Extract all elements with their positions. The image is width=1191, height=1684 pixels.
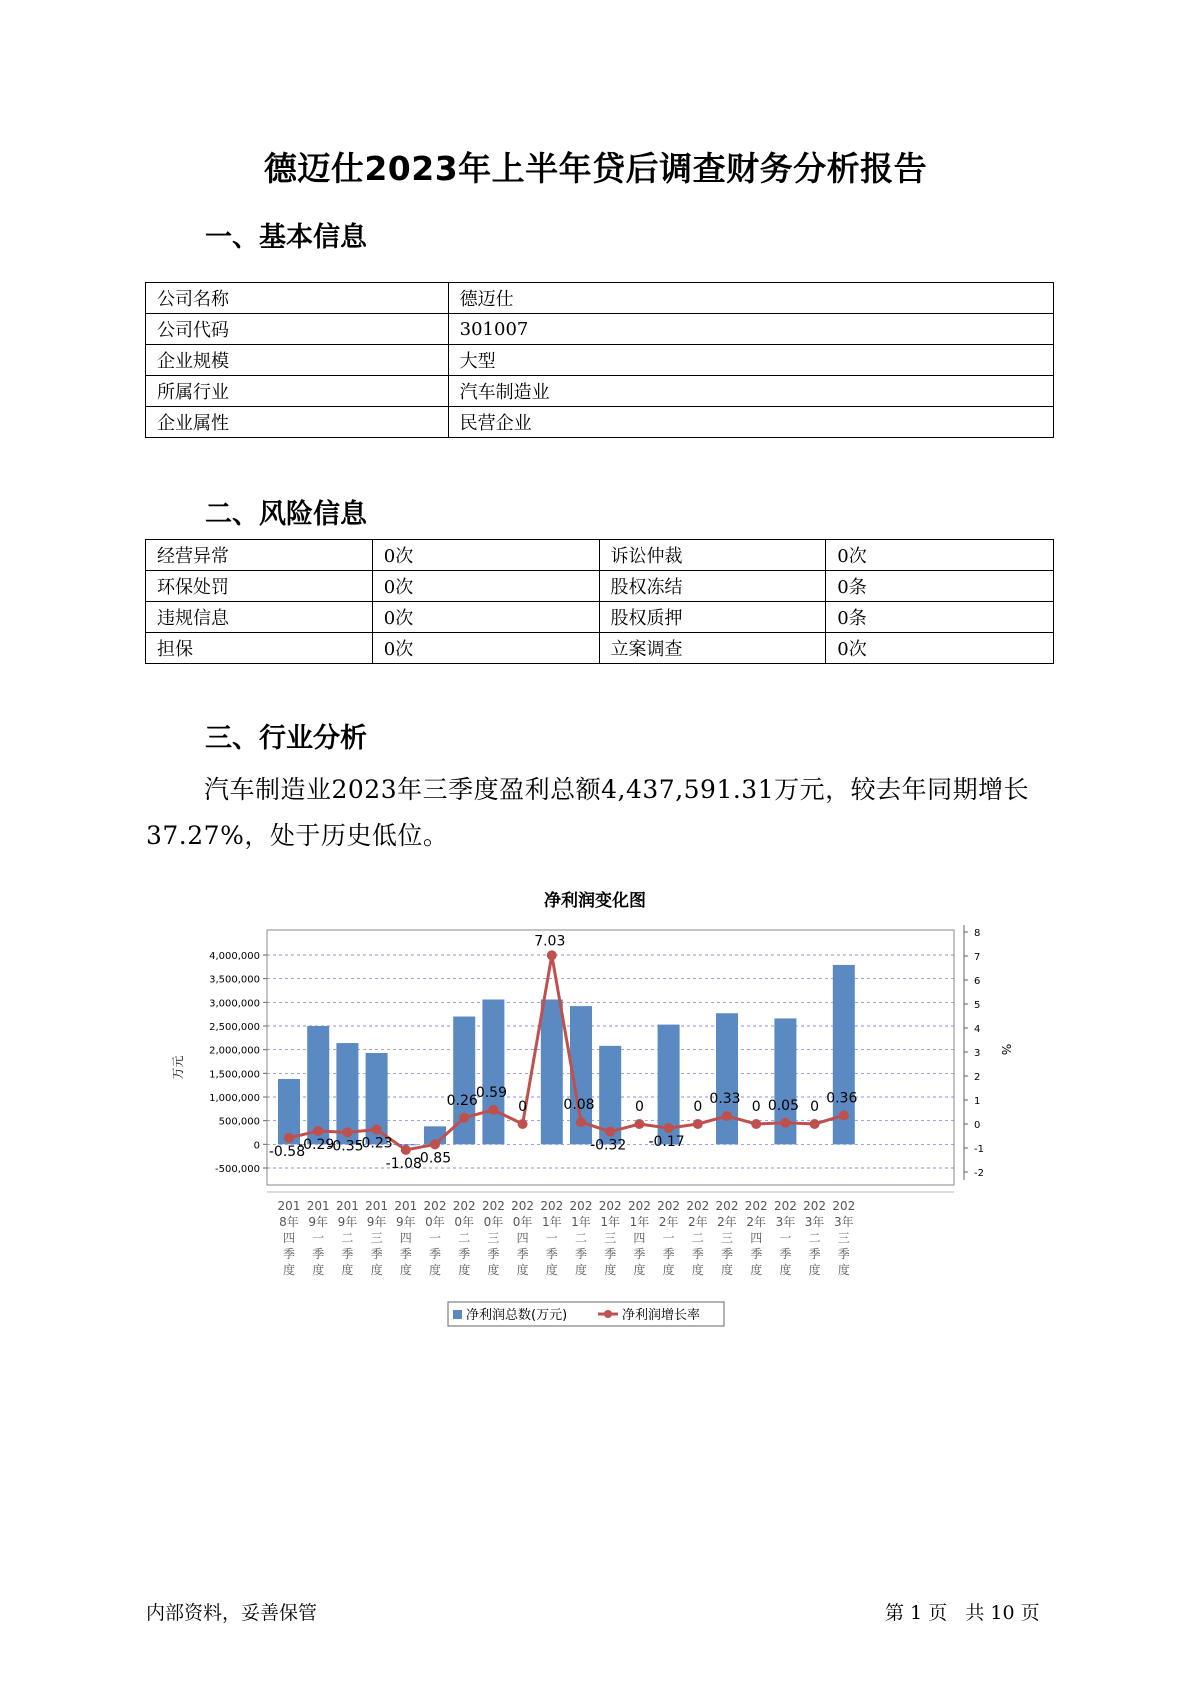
x-tick-label: 季 [720, 1247, 734, 1261]
basic-info-row [146, 376, 1054, 407]
x-tick-label: 3年 [833, 1215, 854, 1229]
x-tick-label: 度 [370, 1263, 383, 1277]
x-tick-label: 二 [458, 1231, 471, 1245]
growth-rate-label: -0.35 [327, 1138, 364, 1155]
x-tick-label: 二 [808, 1231, 821, 1245]
x-tick-label: 度 [516, 1263, 529, 1277]
x-tick-label: 三 [604, 1231, 617, 1245]
growth-rate-label: 0 [751, 1099, 761, 1115]
risk-info-value: 0次 [826, 633, 1054, 664]
y-tick-label: 2,000,000 [209, 1045, 260, 1057]
growth-rate-label: 0.26 [446, 1092, 478, 1109]
growth-rate-point [810, 1119, 820, 1129]
basic-info-value: 汽车制造业 [448, 376, 1053, 407]
x-tick-label: 季 [370, 1247, 383, 1261]
y-axis-label: 万元 [171, 1055, 185, 1080]
x-tick-label: 季 [808, 1247, 821, 1261]
x-tick-label: 2年 [746, 1215, 767, 1229]
y2-tick-label: -2 [974, 1168, 984, 1179]
y-tick-label: 4,000,000 [209, 951, 260, 962]
footer-confidential-note: 内部资料，妥善保管 [146, 1602, 318, 1624]
risk-info-table [145, 539, 1054, 664]
x-tick-label: 1年 [541, 1215, 562, 1229]
x-tick-label: 二 [574, 1231, 588, 1245]
growth-rate-point [430, 1139, 440, 1149]
basic-info-row [146, 407, 1054, 438]
x-tick-label: 度 [808, 1263, 821, 1277]
legend-label-bars: 净利润总数(万元) [466, 1308, 568, 1323]
growth-rate-label: 0 [518, 1099, 528, 1115]
x-tick-label: 202 [773, 1199, 797, 1213]
risk-info-row [146, 602, 1054, 633]
bar [541, 999, 563, 1144]
x-tick-label: 201 [335, 1199, 359, 1213]
risk-info-value: 0次 [372, 571, 599, 602]
basic-info-label: 企业属性 [146, 407, 449, 438]
x-tick-label: 0年 [512, 1215, 533, 1229]
section-heading-industry-analysis: 三、行业分析 [205, 723, 367, 754]
x-tick-label: 度 [458, 1263, 471, 1277]
y2-tick-label: 2 [974, 1072, 981, 1083]
section-heading-risk-info: 二、风险信息 [205, 499, 367, 530]
x-tick-label: 度 [341, 1263, 354, 1277]
page-prefix: 第 [885, 1602, 905, 1624]
y-tick-label: 3,500,000 [209, 974, 260, 986]
x-tick-label: 0年 [483, 1215, 504, 1229]
x-tick-label: 202 [686, 1199, 710, 1213]
y-tick-label: 3,000,000 [209, 998, 260, 1010]
x-tick-label: 三 [487, 1231, 500, 1245]
x-tick-label: 度 [662, 1263, 675, 1277]
risk-info-label: 违规信息 [146, 602, 373, 633]
x-tick-label: 0年 [454, 1215, 475, 1229]
risk-info-row [146, 633, 1054, 664]
x-tick-label: 度 [604, 1263, 617, 1277]
growth-rate-point [401, 1145, 411, 1155]
y2-tick-label: 3 [974, 1048, 981, 1059]
y-tick-label: -500,000 [215, 1164, 260, 1175]
x-tick-label: 202 [511, 1199, 535, 1213]
x-tick-label: 季 [282, 1247, 296, 1261]
y-tick-label: 500,000 [218, 1116, 260, 1128]
x-tick-label: 一 [779, 1231, 792, 1245]
y2-tick-label: 8 [974, 928, 981, 939]
x-tick-label: 9年 [366, 1215, 387, 1229]
legend-swatch-bars [453, 1310, 462, 1319]
x-tick-label: 季 [458, 1247, 471, 1261]
industry-analysis-paragraph: 汽车制造业2023年三季度盈利总额4,437,591.31万元，较去年同期增长37.27%，处于历史低位。 [146, 775, 1030, 850]
x-tick-label: 度 [312, 1263, 325, 1277]
risk-info-label: 立案调查 [599, 633, 826, 664]
growth-rate-point [664, 1123, 674, 1133]
x-tick-label: 季 [516, 1247, 529, 1261]
x-tick-label: 2年 [687, 1215, 708, 1229]
growth-rate-point [722, 1111, 732, 1121]
x-tick-label: 季 [487, 1247, 500, 1261]
x-tick-label: 度 [282, 1263, 296, 1277]
risk-info-value: 0次 [372, 602, 599, 633]
total-prefix: 共 [965, 1602, 985, 1624]
x-tick-label: 三 [720, 1231, 734, 1245]
x-tick-label: 二 [691, 1231, 704, 1245]
report-title: 德迈仕2023年上半年贷后调查财务分析报告 [263, 149, 928, 188]
x-tick-label: 季 [662, 1247, 675, 1261]
risk-info-value: 0次 [826, 540, 1054, 571]
growth-rate-point [605, 1127, 615, 1137]
basic-info-value: 民营企业 [448, 407, 1053, 438]
x-tick-label: 202 [715, 1199, 739, 1213]
growth-rate-point [372, 1125, 382, 1135]
growth-rate-point [488, 1105, 498, 1115]
x-tick-label: 四 [750, 1231, 763, 1245]
growth-rate-label: -0.32 [590, 1137, 627, 1154]
growth-rate-label: 7.03 [534, 933, 566, 950]
x-tick-label: 四 [516, 1231, 529, 1245]
x-tick-label: 8年 [279, 1215, 299, 1229]
bar [482, 999, 504, 1144]
total-pages: 10 [990, 1602, 1015, 1624]
growth-rate-label: 0.08 [563, 1097, 595, 1114]
basic-info-table [145, 282, 1054, 438]
risk-info-label: 股权冻结 [599, 571, 826, 602]
x-tick-label: 度 [691, 1263, 704, 1277]
growth-rate-point [780, 1118, 790, 1128]
x-tick-label: 202 [657, 1199, 681, 1213]
growth-rate-label: -0.23 [356, 1135, 393, 1152]
y-tick-label: 1,000,000 [209, 1093, 260, 1104]
x-tick-label: 季 [633, 1247, 646, 1261]
x-tick-label: 季 [604, 1247, 617, 1261]
risk-info-row [146, 540, 1054, 571]
x-tick-label: 202 [598, 1199, 622, 1213]
x-tick-label: 202 [423, 1199, 447, 1213]
x-tick-label: 季 [312, 1247, 325, 1261]
x-tick-label: 季 [779, 1247, 792, 1261]
x-tick-label: 度 [750, 1263, 763, 1277]
x-tick-label: 202 [452, 1199, 476, 1213]
x-tick-label: 1年 [571, 1215, 591, 1229]
growth-rate-label: 0.36 [826, 1090, 858, 1107]
x-tick-label: 一 [545, 1231, 558, 1245]
growth-rate-point [459, 1113, 469, 1123]
y2-axis-label: % [999, 1043, 1013, 1056]
x-tick-label: 度 [779, 1263, 792, 1277]
growth-rate-point [284, 1133, 294, 1143]
x-tick-label: 202 [832, 1199, 856, 1213]
x-tick-label: 201 [306, 1199, 330, 1213]
x-tick-label: 四 [282, 1231, 296, 1245]
y2-tick-label: 4 [974, 1024, 981, 1035]
growth-rate-point [342, 1127, 352, 1137]
x-tick-label: 季 [428, 1247, 442, 1261]
x-tick-label: 二 [341, 1231, 354, 1245]
risk-info-row [146, 571, 1054, 602]
growth-rate-point [634, 1119, 644, 1129]
net-profit-chart [170, 880, 1020, 1340]
x-tick-label: 202 [540, 1199, 564, 1213]
y2-tick-label: 1 [974, 1096, 981, 1107]
page-number: 1 [910, 1602, 923, 1624]
x-tick-label: 度 [545, 1263, 558, 1277]
x-tick-label: 202 [803, 1199, 827, 1213]
basic-info-label: 企业规模 [146, 345, 449, 376]
risk-info-value: 0次 [372, 633, 599, 664]
x-tick-label: 1年 [600, 1215, 621, 1229]
y-tick-label: 0 [253, 1140, 260, 1152]
y2-tick-label: 6 [974, 976, 981, 987]
risk-info-label: 股权质押 [599, 602, 826, 633]
growth-rate-point [313, 1126, 323, 1136]
x-tick-label: 三 [370, 1231, 383, 1245]
bar [716, 1013, 738, 1144]
x-tick-label: 201 [365, 1199, 389, 1213]
x-tick-label: 季 [574, 1247, 588, 1261]
growth-rate-label: 0 [634, 1099, 644, 1115]
growth-rate-label: 0 [810, 1099, 820, 1115]
x-tick-label: 202 [744, 1199, 768, 1213]
growth-rate-label: 0.33 [709, 1091, 741, 1108]
growth-rate-label: 0.05 [767, 1097, 799, 1114]
x-tick-label: 季 [837, 1247, 850, 1261]
x-tick-label: 度 [574, 1263, 588, 1277]
x-tick-label: 9年 [395, 1215, 416, 1229]
x-tick-label: 0年 [425, 1215, 445, 1229]
x-tick-label: 季 [341, 1247, 354, 1261]
risk-info-value: 0条 [826, 571, 1054, 602]
x-tick-label: 季 [545, 1247, 558, 1261]
y2-tick-label: 5 [974, 1000, 981, 1011]
basic-info-row [146, 283, 1054, 314]
y-tick-label: 1,500,000 [209, 1069, 260, 1081]
x-tick-label: 季 [750, 1247, 763, 1261]
y2-tick-label: 7 [974, 952, 981, 963]
x-tick-label: 3年 [804, 1215, 825, 1229]
x-tick-label: 202 [481, 1199, 505, 1213]
risk-info-value: 0条 [826, 602, 1054, 633]
x-tick-label: 度 [837, 1263, 850, 1277]
x-tick-label: 一 [662, 1231, 675, 1245]
x-tick-label: 1年 [629, 1215, 650, 1229]
risk-info-label: 担保 [146, 633, 373, 664]
page-suffix: 页 [928, 1602, 948, 1624]
x-tick-label: 度 [487, 1263, 500, 1277]
basic-info-value: 德迈仕 [448, 283, 1053, 314]
growth-rate-label: 0.59 [475, 1084, 507, 1101]
legend-label-line: 净利润增长率 [622, 1308, 701, 1323]
x-tick-label: 四 [399, 1231, 412, 1245]
x-tick-label: 一 [428, 1231, 442, 1245]
x-tick-label: 2年 [658, 1215, 679, 1229]
x-tick-label: 9年 [308, 1215, 329, 1229]
risk-info-label: 经营异常 [146, 540, 373, 571]
basic-info-label: 所属行业 [146, 376, 449, 407]
basic-info-label: 公司名称 [146, 283, 449, 314]
x-tick-label: 度 [633, 1263, 646, 1277]
legend-swatch-marker [604, 1310, 612, 1318]
section-heading-basic-info: 一、基本信息 [205, 222, 367, 253]
chart-title: 净利润变化图 [544, 891, 646, 911]
x-tick-label: 2年 [717, 1215, 737, 1229]
x-tick-label: 202 [569, 1199, 593, 1213]
x-tick-label: 度 [399, 1263, 412, 1277]
growth-rate-point [518, 1119, 528, 1129]
y2-tick-label: 0 [974, 1120, 981, 1131]
x-tick-label: 度 [428, 1263, 442, 1277]
basic-info-value: 301007 [448, 314, 1053, 345]
basic-info-row [146, 314, 1054, 345]
growth-rate-label: -0.58 [268, 1143, 306, 1160]
growth-rate-label: 0 [693, 1099, 703, 1115]
growth-rate-label: -0.29 [298, 1136, 335, 1153]
x-tick-label: 季 [691, 1247, 704, 1261]
growth-rate-label: -0.85 [414, 1150, 452, 1167]
growth-rate-label: -1.08 [385, 1155, 422, 1172]
x-tick-label: 季 [399, 1247, 412, 1261]
x-tick-label: 9年 [337, 1215, 358, 1229]
growth-rate-point [547, 950, 557, 960]
x-tick-label: 度 [720, 1263, 734, 1277]
growth-rate-point [693, 1119, 703, 1129]
growth-rate-point [839, 1110, 849, 1120]
footer-page-info [885, 1598, 1040, 1625]
basic-info-label: 公司代码 [146, 314, 449, 345]
total-suffix: 页 [1020, 1602, 1040, 1624]
y2-tick-label: -1 [974, 1144, 984, 1155]
growth-rate-point [751, 1119, 761, 1129]
risk-info-label: 诉讼仲裁 [599, 540, 826, 571]
basic-info-value: 大型 [448, 345, 1053, 376]
risk-info-value: 0次 [372, 540, 599, 571]
x-tick-label: 202 [627, 1199, 651, 1213]
growth-rate-label: -0.17 [648, 1134, 685, 1151]
basic-info-row [146, 345, 1054, 376]
x-tick-label: 四 [633, 1231, 646, 1245]
x-tick-label: 201 [394, 1199, 418, 1213]
x-tick-label: 三 [837, 1231, 850, 1245]
risk-info-label: 环保处罚 [146, 571, 373, 602]
x-tick-label: 201 [277, 1199, 301, 1213]
x-tick-label: 3年 [775, 1215, 796, 1229]
y-tick-label: 2,500,000 [209, 1022, 260, 1033]
net-profit-chart-svg [170, 880, 1020, 1340]
growth-rate-point [576, 1117, 586, 1127]
x-tick-label: 一 [312, 1231, 325, 1245]
